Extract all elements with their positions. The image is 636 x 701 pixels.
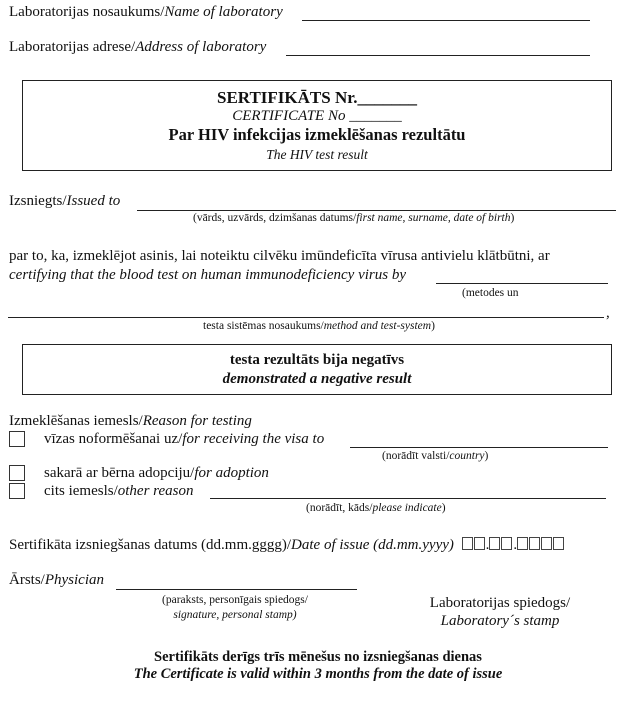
other-reason-note: (norādīt, kāds/please indicate)	[306, 502, 446, 514]
method-field[interactable]	[436, 283, 608, 284]
method-note: (metodes un	[462, 287, 519, 299]
lab-name-field[interactable]	[302, 20, 590, 21]
date-of-issue-label: Sertifikāta izsniegšanas datums (dd.mm.gggg)/Date of issue (dd.mm.yyyy) . .	[9, 537, 565, 553]
other-reason-field[interactable]	[210, 498, 606, 499]
visa-country-note: (norādīt valsti/country)	[382, 450, 489, 462]
date-input[interactable]: . .	[462, 537, 566, 553]
lab-name-label: Laboratorijas nosaukums/Name of laboratory	[9, 4, 283, 20]
certificate-title: SERTIFIKĀTS Nr._______	[217, 88, 417, 107]
adoption-option-label: sakarā ar bērna adopciju/for adoption	[44, 465, 269, 481]
certify-text-en: certifying that the blood test on human immunodeficiency virus by	[9, 267, 407, 283]
physician-label: Ārsts/Physician	[9, 572, 104, 588]
result-lv: testa rezultāts bija negatīvs	[229, 352, 405, 368]
certify-text-lv: par to, ka, izmeklējot asinis, lai noteiktu cilvēku imūndeficīta vīrusa antivielu klātbūtni, ar	[9, 248, 550, 264]
adoption-checkbox[interactable]	[9, 465, 25, 481]
result-en: demonstrated a negative result	[222, 371, 412, 387]
certificate-header-box	[22, 80, 612, 171]
issued-to-note: (vārds, uzvārds, dzimšanas datums/first name, surname, date of birth)	[193, 212, 515, 224]
other-reason-label: cits iemesls/other reason	[44, 483, 194, 499]
physician-signature-field[interactable]	[116, 589, 357, 590]
test-system-note: testa sistēmas nosaukums/method and test-system)	[203, 320, 435, 332]
lab-stamp-label: Laboratorijas spiedogs/ Laboratory´s stamp	[429, 595, 571, 629]
validity-note-en: The Certificate is valid within 3 months from the date of issue	[133, 666, 503, 682]
test-system-field[interactable]	[8, 317, 604, 318]
visa-country-field[interactable]	[350, 447, 608, 448]
issued-to-field[interactable]	[137, 210, 616, 211]
validity-note-lv: Sertifikāts derīgs trīs mēnešus no izsniegšanas dienas	[154, 649, 482, 665]
reason-label: Izmeklēšanas iemesls/Reason for testing	[9, 413, 252, 429]
certificate-title-en: CERTIFICATE No _______	[232, 108, 402, 124]
comma: ,	[606, 305, 610, 321]
certificate-subtitle-en: The HIV test result	[266, 147, 368, 162]
issued-to-label: Izsniegts/Issued to	[9, 193, 121, 209]
physician-note: (paraksts, personīgais spiedogs/ signature, personal stamp)	[162, 594, 308, 621]
lab-address-label: Laboratorijas adrese/Address of laboratory	[9, 39, 267, 55]
certificate-subtitle: Par HIV infekcijas izmeklēšanas rezultātu	[168, 125, 466, 144]
lab-address-field[interactable]	[286, 55, 590, 56]
result-box	[22, 344, 612, 395]
visa-option-label: vīzas noformēšanai uz/for receiving the visa to	[44, 431, 325, 447]
visa-checkbox[interactable]	[9, 431, 25, 447]
other-reason-checkbox[interactable]	[9, 483, 25, 499]
